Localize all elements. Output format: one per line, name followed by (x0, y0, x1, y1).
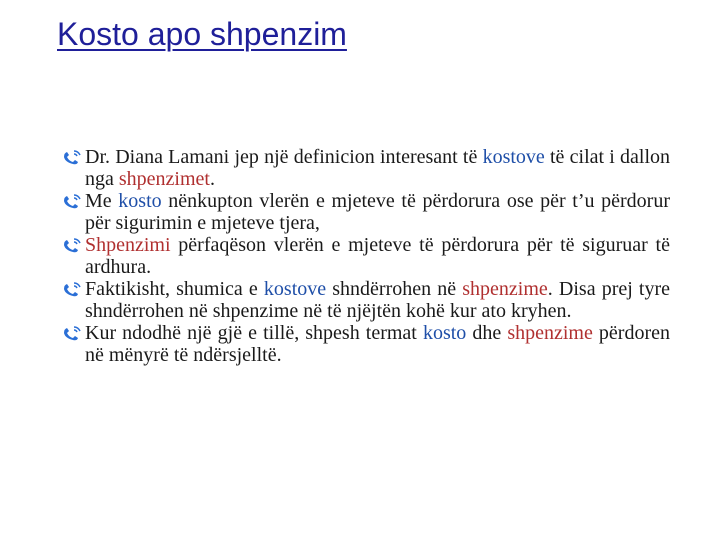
bullet-text: dhe (466, 322, 508, 344)
term-kosto: kostove (482, 146, 545, 168)
bullet-item (62, 190, 670, 234)
bullet-text: nënkupton vlerën e mjeteve të përdorura ose për t’u përdorur për sigurimin e mjeteve tjera, (85, 190, 670, 234)
bullet-list (62, 146, 670, 366)
telephone-icon (62, 192, 83, 210)
term-shpenzim: Shpenzimi (85, 234, 171, 256)
bullet-text: përfaqëson vlerën e mjeteve të përdorura për të siguruar të ardhura. (85, 234, 670, 278)
bullet-text: Me (85, 190, 119, 212)
term-shpenzim: shpenzime (507, 322, 593, 344)
bullet-text: të cilat i dallon nga (85, 146, 671, 190)
term-shpenzim: shpenzimet (118, 168, 210, 190)
telephone-icon (62, 324, 83, 342)
bullet-item (62, 146, 670, 190)
bullet-text: përdoren në mënyrë të ndërsjelltë. (85, 322, 670, 366)
bullet-text: . Disa prej tyre shndërrohen në shpenzime në të njëjtën kohë kur ato kryhen. (85, 278, 670, 322)
telephone-icon (62, 148, 83, 166)
bullet-item (62, 278, 670, 322)
term-shpenzim: shpenzime (462, 278, 548, 300)
telephone-icon (62, 236, 83, 254)
term-kosto: kosto (422, 322, 467, 344)
bullet-text: . (209, 168, 215, 190)
bullet-text: shndërrohen në (326, 278, 463, 300)
bullet-text: Dr. Diana Lamani jep një definicion interesant të (85, 146, 483, 168)
term-kosto: kosto (118, 190, 162, 212)
bullet-item (62, 322, 670, 366)
telephone-icon (62, 280, 83, 298)
slide-title: Kosto apo shpenzim (57, 16, 347, 52)
bullet-text: Faktikisht, shumica e (85, 278, 264, 300)
bullet-text: Kur ndodhë një gjë e tillë, shpesh termat (85, 322, 423, 344)
term-kosto: kostove (263, 278, 327, 300)
bullet-item (62, 234, 670, 278)
